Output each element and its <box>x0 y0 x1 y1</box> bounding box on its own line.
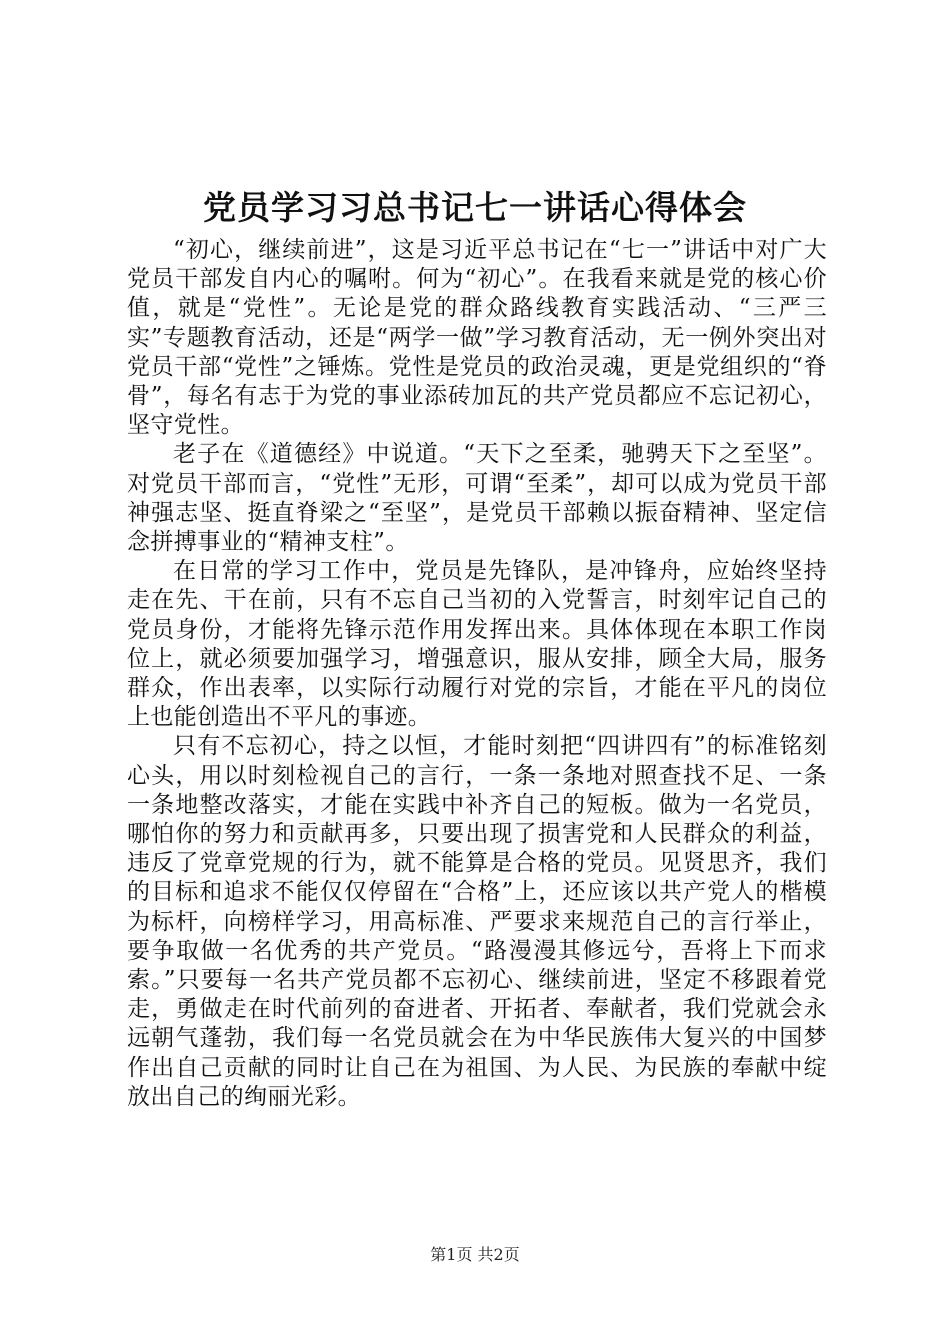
document-title: 党员学习习总书记七一讲话心得体会 <box>203 188 747 227</box>
page-number-footer: 第1页 共2页 <box>430 1245 520 1264</box>
paragraph-4: 只有不忘初心，持之以恒，才能时刻把“四讲四有”的标准铭刻心头，用以时刻检视自己的言行，一条一条地对照查找不足、一条一条地整改落实，才能在实践中补齐自己的短板。做为一名党员，哪怕你的努力和贡献再多，只要出现了损害党和人民群众的利益，违反了党章党规的行为，就不能算是合格的党员。见贤思齐，我们的目标和追求不能仅仅停留在“合格”上，还应该以共产党人的楷模为标杆，向榜样学习，用高标准、严要求来规范自己的言行举止，要争取做一名优秀的共产党员。“路漫漫其修远兮，吾将上下而求索。”只要每一名共产党员都不忘初心、继续前进，坚定不移跟着党走，勇做走在时代前列的奋进者、开拓者、奉献者，我们党就会永远朝气蓬勃，我们每一名党员就会在为中华民族伟大复兴的中国梦作出自己贡献的同时让自己在为祖国、为人民、为民族的奉献中绽放出自己的绚丽光彩。 <box>127 733 827 1110</box>
paragraph-2: 老子在《道德经》中说道。“天下之至柔，驰骋天下之至坚”。对党员干部而言，“党性”无形，可谓“至柔”，却可以成为党员干部神强志坚、挺直脊梁之“至坚”，是党员干部赖以振奋精神、坚定信念拼搏事业的“精神支柱”。 <box>127 441 827 556</box>
paragraph-1: “初心，继续前进”，这是习近平总书记在“七一”讲话中对广大党员干部发自内心的嘱咐。何为“初心”。在我看来就是党的核心价值，就是“党性”。无论是党的群众路线教育实践活动、“三严三实”专题教育活动，还是“两学一做”学习教育活动，无一例外突出对党员干部“党性”之锤炼。党性是党员的政治灵魂，更是党组织的“脊骨”，每名有志于为党的事业添砖加瓦的共产党员都应不忘记初心，坚守党性。 <box>127 237 827 439</box>
document-body <box>127 236 827 1112</box>
paragraph-3: 在日常的学习工作中，党员是先锋队，是冲锋舟，应始终坚持走在先、干在前，只有不忘自己当初的入党誓言，时刻牢记自己的党员身份，才能将先锋示范作用发挥出来。具体体现在本职工作岗位上，就必须要加强学习，增强意识，服从安排，顾全大局，服务群众，作出表率，以实际行动履行对党的宗旨，才能在平凡的岗位上也能创造出不平凡的事迹。 <box>127 558 827 731</box>
